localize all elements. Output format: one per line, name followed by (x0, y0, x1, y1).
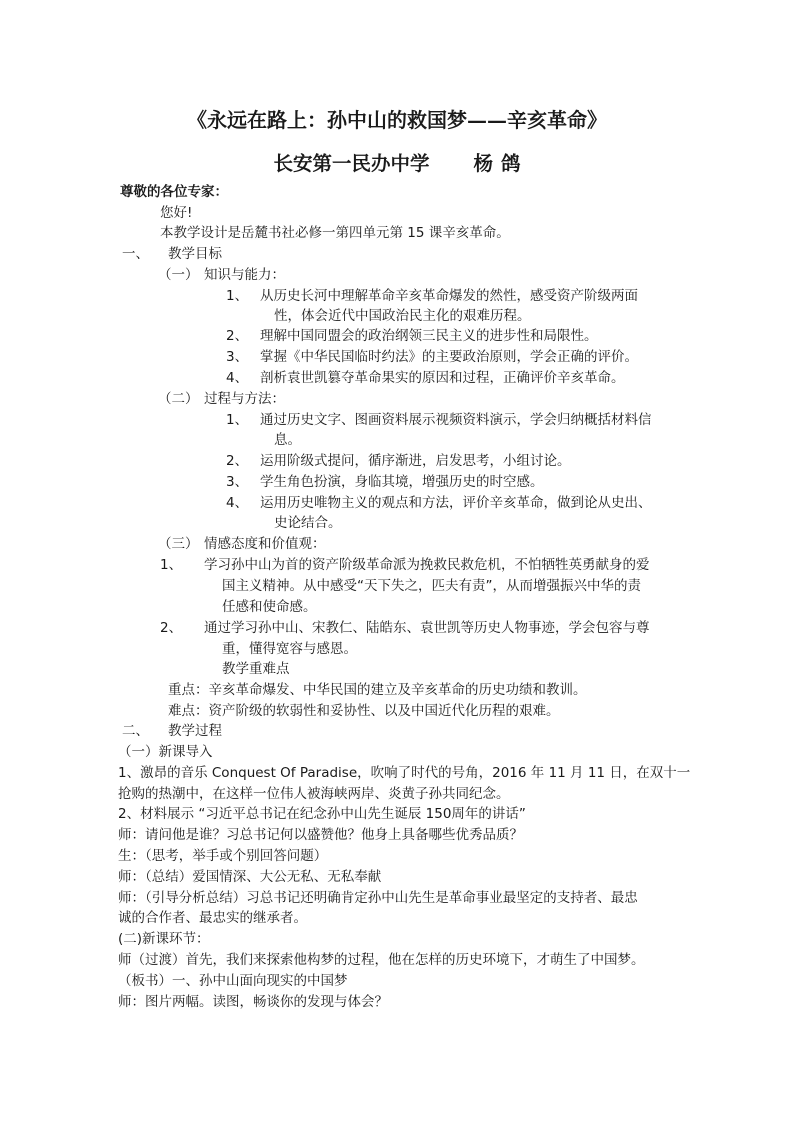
goal-2-item-number: 4、 (226, 495, 249, 511)
intro-text: 本教学设计是岳麓书社必修一第四单元第 15 课辛亥革命。 (160, 225, 510, 241)
process-line: (二)新课环节： (118, 931, 210, 947)
process-line: 师：请问他是谁？习总书记何以盛赞他？他身上具备哪些优秀品质？ (118, 827, 523, 843)
goal-2-title: 过程与方法： (204, 391, 285, 407)
author-line (0, 148, 794, 176)
section-1-title: 教学目标 (168, 246, 222, 262)
goal-3-item-number: 1、 (160, 557, 183, 573)
process-line: 师：（引导分析总结）习总书记还明确肯定孙中山先生是革命事业最坚定的支持者、最忠 (118, 890, 638, 906)
goal-2-item-text-cont: 史论结合。 (274, 515, 342, 531)
goal-2-item-text: 运用历史唯物主义的观点和方法，评价辛亥革命，做到论从史出、 (260, 495, 652, 511)
focus-heading: 教学重难点 (222, 661, 290, 677)
focus-difficult-point: 难点：资产阶级的软弱性和妥协性、以及中国近代化历程的艰难。 (168, 703, 560, 719)
focus-key-point: 重点：辛亥革命爆发、中华民国的建立及辛亥革命的历史功绩和教训。 (168, 682, 587, 698)
goal-3-item-text-cont: 重，懂得宽容与感恩。 (222, 641, 357, 657)
process-line: （板书）一、孙中山面向现实的中国梦 (118, 973, 348, 989)
goal-2-item-number: 2、 (226, 453, 249, 469)
goal-1-item-number: 4、 (226, 370, 249, 386)
goal-1-item-text: 掌握《中华民国临时约法》的主要政治原则，学会正确的评价。 (260, 349, 638, 365)
greeting: 您好! (160, 205, 193, 221)
goal-1-item-number: 3、 (226, 349, 249, 365)
author-surname: 杨 (473, 152, 493, 175)
process-line: 诚的合作者、最忠实的继承者。 (118, 910, 307, 926)
process-line: 师：（总结）爱国情深、大公无私、无私奉献 (118, 869, 382, 885)
document-title: 《永远在路上：孙中山的救国梦——辛亥革命》 (187, 108, 607, 132)
section-2-title: 教学过程 (168, 723, 222, 739)
goal-2-item-text: 运用阶级式提问，循序渐进，启发思考，小组讨论。 (260, 453, 571, 469)
goal-1-item-number: 1、 (226, 288, 249, 304)
goal-1-item-text: 剖析袁世凯篡夺革命果实的原因和过程，正确评价辛亥革命。 (260, 370, 625, 386)
goal-3-item-text: 通过学习孙中山、宋教仁、陆皓东、袁世凯等历史人物事迹，学会包容与尊 (204, 620, 650, 636)
section-2-number: 二、 (122, 723, 149, 739)
goal-3-item-text-cont: 国主义精神。从中感受“天下失之，匹夫有责”，从而增强振兴中华的责 (222, 578, 641, 594)
section-1-number: 一、 (122, 246, 149, 262)
school-name: 长安第一民办中学 (273, 152, 430, 175)
goal-2-item-text: 学生角色扮演，身临其境，增强历史的时空感。 (260, 474, 544, 490)
process-line: 抢购的热潮中，在这样一位伟人被海峡两岸、炎黄子孙共同纪念。 (118, 786, 510, 802)
goal-1-title: 知识与能力： (204, 267, 285, 283)
goal-3-title: 情感态度和价值观： (204, 536, 326, 552)
goal-2-item-number: 1、 (226, 412, 249, 428)
goal-1-item-text-cont: 性，体会近代中国政治民主化的艰难历程。 (274, 308, 531, 324)
goal-1-number: （一） (158, 267, 199, 283)
process-line: 1、激昂的音乐 Conquest Of Paradise，吹响了时代的号角，2016 年 11 月 11 日，在双十一 (118, 765, 691, 781)
process-line: （一）新课导入 (118, 744, 213, 760)
goal-1-item-text: 从历史长河中理解革命辛亥革命爆发的然性，感受资产阶级两面 (260, 288, 638, 304)
goal-3-number: （三） (158, 536, 199, 552)
goal-3-item-text: 学习孙中山为首的资产阶级革命派为挽救民救危机，不怕牺牲英勇献身的爱 (204, 557, 650, 573)
process-line: 师：图片两幅。读图，畅谈你的发现与体会？ (118, 994, 388, 1010)
goal-3-item-text-cont: 任感和使命感。 (222, 599, 317, 615)
process-line: 生：（思考，举手或个别回答问题） (118, 848, 328, 864)
goal-1-item-number: 2、 (226, 328, 249, 344)
goal-1-item-text: 理解中国同盟会的政治纲领三民主义的进步性和局限性。 (260, 328, 598, 344)
goal-2-item-text: 通过历史文字、图画资料展示视频资料演示，学会归纳概括材料信 (260, 412, 652, 428)
process-line: 师（过渡）首先，我们来探索他构梦的过程，他在怎样的历史环境下，才萌生了中国梦。 (118, 952, 645, 968)
goal-2-item-text-cont: 息。 (274, 432, 301, 448)
goal-3-item-number: 2、 (160, 620, 183, 636)
author-given-name: 鸽 (501, 152, 521, 175)
goal-2-item-number: 3、 (226, 474, 249, 490)
process-line: 2、材料展示 “习近平总书记在纪念孙中山先生诞辰 150周年的讲话” (118, 806, 526, 822)
salutation: 尊敬的各位专家： (120, 184, 228, 200)
goal-2-number: （二） (158, 391, 199, 407)
